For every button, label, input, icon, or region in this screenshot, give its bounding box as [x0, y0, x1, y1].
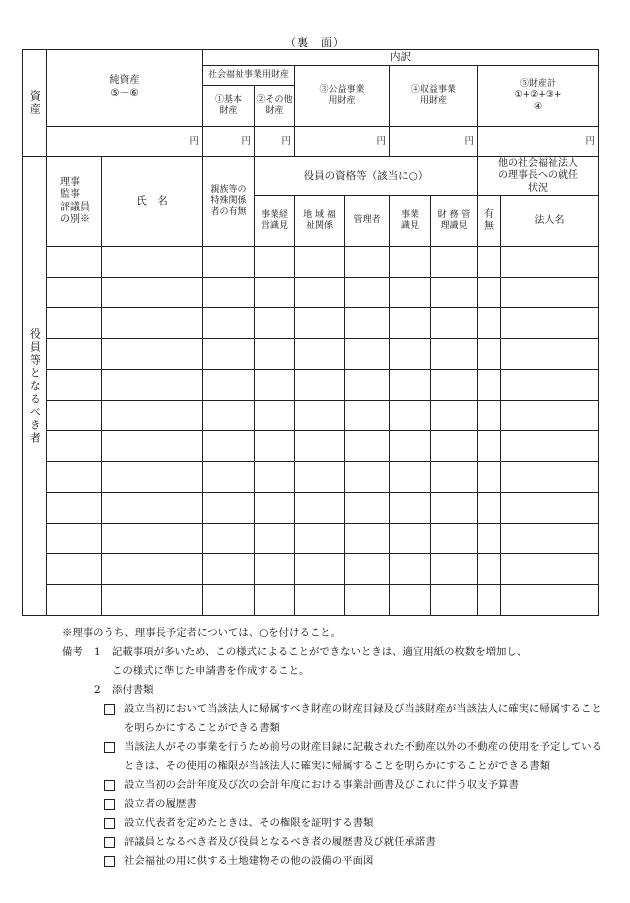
role-kind-header: 理事 監事 評議員 の別※: [47, 157, 102, 247]
officer-row: [23, 308, 599, 339]
other-corp-name-cell[interactable]: [501, 554, 599, 585]
relatives-cell[interactable]: [203, 369, 255, 400]
q-local-welfare-cell[interactable]: [295, 246, 345, 277]
name-cell[interactable]: [102, 246, 203, 277]
relatives-cell[interactable]: [203, 431, 255, 462]
role-kind-cell[interactable]: [47, 492, 102, 523]
q-business-insight-cell[interactable]: [390, 554, 431, 585]
attachment-text: 設立当初において当該法人に帰属すべき財産の財産目録及び当該財産が当該法人に確実に帰属することを明らかにすることができる書類: [124, 703, 602, 734]
other-corp-name-cell[interactable]: [501, 585, 599, 616]
q-manager-cell[interactable]: [345, 277, 390, 308]
other-property-amount-cell[interactable]: 円: [255, 126, 295, 156]
role-kind-cell[interactable]: [47, 554, 102, 585]
other-corp-name-cell[interactable]: [501, 431, 599, 462]
other-corp-presence-cell[interactable]: [478, 462, 501, 493]
q-manager-cell[interactable]: [345, 431, 390, 462]
public-interest-property-header: ③公益事業 用財産: [295, 66, 390, 127]
q-manager-cell[interactable]: [345, 369, 390, 400]
name-cell[interactable]: [102, 339, 203, 370]
bikou-item-1-line-2: この様式に準じた申請書を作成すること。: [112, 665, 310, 677]
property-total-header: ⑤財産計 ①+②+③+ ④: [478, 66, 599, 127]
q-finance-cell[interactable]: [431, 492, 478, 523]
q-business-insight-cell[interactable]: [390, 462, 431, 493]
page-title: （裏 面）: [285, 36, 345, 49]
application-form-table: [22, 49, 599, 616]
q-finance-cell[interactable]: [431, 462, 478, 493]
net-assets-header: 純資産 ⑤－⑥: [47, 50, 203, 127]
other-corp-name-cell[interactable]: [501, 277, 599, 308]
officer-row: [23, 523, 599, 554]
q-business-insight-cell[interactable]: [390, 431, 431, 462]
officer-row: [23, 400, 599, 431]
revenue-property-header: ④収益事業 用財産: [390, 66, 478, 127]
other-property-header: ②その他 財産: [255, 86, 295, 126]
q-local-welfare-cell[interactable]: [295, 400, 345, 431]
bikou-item-1-number: 1: [94, 646, 101, 658]
other-corp-presence-cell[interactable]: [478, 246, 501, 277]
other-corp-name-cell[interactable]: [501, 462, 599, 493]
name-header: 氏 名: [102, 157, 203, 247]
q-business-management-cell[interactable]: [255, 492, 295, 523]
role-kind-cell[interactable]: [47, 523, 102, 554]
attachment-item: [104, 833, 602, 852]
other-corp-name-cell[interactable]: [501, 492, 599, 523]
role-kind-cell[interactable]: [47, 308, 102, 339]
attachment-item: [104, 700, 602, 738]
q-business-insight-cell[interactable]: [390, 339, 431, 370]
other-corp-presence-cell[interactable]: [478, 308, 501, 339]
q-business-management-cell[interactable]: [255, 554, 295, 585]
role-kind-cell[interactable]: [47, 246, 102, 277]
q-business-management-header: 事業経 営識見: [255, 196, 295, 247]
name-cell[interactable]: [102, 400, 203, 431]
q-local-welfare-cell[interactable]: [295, 431, 345, 462]
q-business-insight-cell[interactable]: [390, 523, 431, 554]
officer-row: [23, 339, 599, 370]
q-business-management-cell[interactable]: [255, 369, 295, 400]
q-finance-cell[interactable]: [431, 585, 478, 616]
attachment-text: 設立者の履歴書: [124, 798, 197, 810]
q-business-management-cell[interactable]: [255, 277, 295, 308]
q-manager-cell[interactable]: [345, 308, 390, 339]
relatives-cell[interactable]: [203, 339, 255, 370]
name-cell[interactable]: [102, 431, 203, 462]
officer-row: [23, 246, 599, 277]
public-interest-property-amount-cell[interactable]: 円: [295, 126, 390, 156]
bikou-item-1-line-1: 記載事項が多いため、この様式によることができないときは、適宜用紙の枚数を増加し、: [112, 646, 528, 658]
checkbox-icon[interactable]: [104, 780, 115, 791]
q-finance-cell[interactable]: [431, 369, 478, 400]
officer-row: [23, 492, 599, 523]
q-local-welfare-cell[interactable]: [295, 554, 345, 585]
q-business-insight-cell[interactable]: [390, 585, 431, 616]
q-finance-cell[interactable]: [431, 308, 478, 339]
attachment-item: [104, 776, 602, 795]
q-business-insight-cell[interactable]: [390, 308, 431, 339]
name-cell[interactable]: [102, 277, 203, 308]
officer-row: [23, 585, 599, 616]
name-cell[interactable]: [102, 554, 203, 585]
q-manager-cell[interactable]: [345, 400, 390, 431]
checkbox-icon[interactable]: [104, 837, 115, 848]
name-cell[interactable]: [102, 523, 203, 554]
q-business-insight-header: 事業 識見: [390, 196, 431, 247]
property-total-amount-cell[interactable]: 円: [478, 126, 599, 156]
other-corp-presence-cell[interactable]: [478, 492, 501, 523]
q-business-insight-cell[interactable]: [390, 277, 431, 308]
q-business-management-cell[interactable]: [255, 431, 295, 462]
q-business-insight-cell[interactable]: [390, 246, 431, 277]
q-business-management-cell[interactable]: [255, 400, 295, 431]
q-local-welfare-cell[interactable]: [295, 492, 345, 523]
role-kind-cell[interactable]: [47, 400, 102, 431]
revenue-property-amount-cell[interactable]: 円: [390, 126, 478, 156]
other-corp-presence-cell[interactable]: [478, 339, 501, 370]
q-manager-cell[interactable]: [345, 339, 390, 370]
other-corp-name-cell[interactable]: [501, 369, 599, 400]
role-kind-cell[interactable]: [47, 462, 102, 493]
net-assets-amount-cell[interactable]: 円: [47, 126, 203, 156]
basic-property-header: ①基本 財産: [203, 86, 255, 126]
q-local-welfare-cell[interactable]: [295, 585, 345, 616]
other-corp-name-cell[interactable]: [501, 523, 599, 554]
attachment-item: [104, 814, 602, 833]
q-finance-cell[interactable]: [431, 554, 478, 585]
officer-row: [23, 462, 599, 493]
name-cell[interactable]: [102, 369, 203, 400]
role-kind-cell[interactable]: [47, 277, 102, 308]
bikou-item-2-number: 2: [94, 684, 101, 696]
relatives-cell[interactable]: [203, 554, 255, 585]
name-cell[interactable]: [102, 492, 203, 523]
q-business-management-cell[interactable]: [255, 308, 295, 339]
attachment-text: 設立代表者を定めたときは、その権限を証明する書類: [124, 817, 374, 829]
q-business-management-cell[interactable]: [255, 523, 295, 554]
q-local-welfare-cell[interactable]: [295, 369, 345, 400]
other-corp-name-cell[interactable]: [501, 400, 599, 431]
role-kind-cell[interactable]: [47, 585, 102, 616]
basic-property-amount-cell[interactable]: 円: [203, 126, 255, 156]
name-cell[interactable]: [102, 462, 203, 493]
checkbox-icon[interactable]: [104, 799, 115, 810]
q-finance-cell[interactable]: [431, 339, 478, 370]
other-corp-name-cell[interactable]: [501, 246, 599, 277]
relatives-cell[interactable]: [203, 277, 255, 308]
checkbox-icon[interactable]: [104, 856, 115, 867]
attachments-title: 添付書類: [112, 684, 154, 696]
checkbox-icon[interactable]: [104, 704, 115, 715]
other-corp-presence-cell[interactable]: [478, 431, 501, 462]
q-business-management-cell[interactable]: [255, 246, 295, 277]
q-manager-cell[interactable]: [345, 554, 390, 585]
breakdown-header: 内訳: [203, 50, 599, 66]
q-local-welfare-cell[interactable]: [295, 462, 345, 493]
attachment-text: 設立当初の会計年度及び次の会計年度における事業計画書及びこれに伴う収支予算書: [124, 779, 519, 791]
officers-section-label: 役員等となるべき者: [23, 157, 47, 616]
relatives-cell[interactable]: [203, 462, 255, 493]
q-finance-header: 財 務 管 理識見: [431, 196, 478, 247]
q-local-welfare-cell[interactable]: [295, 277, 345, 308]
attachment-item: [104, 795, 602, 814]
other-corp-presence-cell[interactable]: [478, 554, 501, 585]
q-manager-cell[interactable]: [345, 246, 390, 277]
relatives-cell[interactable]: [203, 400, 255, 431]
other-corp-presence-cell[interactable]: [478, 585, 501, 616]
q-local-welfare-cell[interactable]: [295, 308, 345, 339]
q-business-insight-cell[interactable]: [390, 492, 431, 523]
q-business-management-cell[interactable]: [255, 339, 295, 370]
bikou-label: 備考: [62, 646, 83, 658]
relatives-cell[interactable]: [203, 246, 255, 277]
bikou-item-2: [62, 681, 602, 700]
attachment-item: [104, 852, 602, 871]
q-manager-header: 管理者: [345, 196, 390, 247]
other-corp-presence-cell[interactable]: [478, 523, 501, 554]
asterisk-note: ※理事のうち、理事長予定者については、○を付けること。: [62, 627, 342, 639]
attachment-text: 当該法人がその事業を行うため前号の財産目録に記載された不動産以外の不動産の使用を予定しているときは、その使用の権限が当該法人に確実に帰属することを明らかにすることができる書類: [124, 741, 602, 772]
checkbox-icon[interactable]: [104, 742, 115, 753]
checkbox-icon[interactable]: [104, 818, 115, 829]
other-corp-name-cell[interactable]: [501, 308, 599, 339]
name-cell[interactable]: [102, 308, 203, 339]
assets-section-label: 資産: [23, 50, 47, 157]
relatives-header: 親族等の 特殊関係 者の有無: [203, 157, 255, 247]
q-business-insight-cell[interactable]: [390, 400, 431, 431]
other-corp-presence-header: 有 無: [478, 196, 501, 247]
officer-row: [23, 554, 599, 585]
other-corp-name-cell[interactable]: [501, 339, 599, 370]
welfare-property-group-header: 社会福祉事業用財産: [203, 66, 295, 86]
relatives-cell[interactable]: [203, 523, 255, 554]
q-finance-cell[interactable]: [431, 277, 478, 308]
q-manager-cell[interactable]: [345, 492, 390, 523]
q-manager-cell[interactable]: [345, 462, 390, 493]
q-finance-cell[interactable]: [431, 523, 478, 554]
role-kind-cell[interactable]: [47, 339, 102, 370]
other-corp-presence-cell[interactable]: [478, 277, 501, 308]
q-manager-cell[interactable]: [345, 523, 390, 554]
officer-row: [23, 277, 599, 308]
attachment-item: [104, 738, 602, 776]
qualifications-header: 役員の資格等（該当に○）: [255, 157, 478, 196]
name-cell[interactable]: [102, 585, 203, 616]
officer-row: [23, 369, 599, 400]
relatives-cell[interactable]: [203, 492, 255, 523]
relatives-cell[interactable]: [203, 308, 255, 339]
q-business-insight-cell[interactable]: [390, 369, 431, 400]
attachment-text: 社会福祉の用に供する土地建物その他の設備の平面図: [124, 855, 374, 867]
q-local-welfare-cell[interactable]: [295, 339, 345, 370]
other-corp-presence-cell[interactable]: [478, 369, 501, 400]
q-manager-cell[interactable]: [345, 585, 390, 616]
role-kind-cell[interactable]: [47, 369, 102, 400]
bikou-item-1: [62, 643, 602, 681]
other-corp-header: 他の社会福祉法人 の理事長への就任 状況: [478, 157, 599, 196]
q-finance-cell[interactable]: [431, 431, 478, 462]
notes-section: [62, 624, 602, 871]
relatives-cell[interactable]: [203, 585, 255, 616]
attachment-text: 評議員となるべき者及び役員となるべき者の履歴書及び就任承諾書: [124, 836, 436, 848]
q-finance-cell[interactable]: [431, 246, 478, 277]
other-corp-presence-cell[interactable]: [478, 400, 501, 431]
attachments-list: [62, 700, 602, 871]
q-local-welfare-cell[interactable]: [295, 523, 345, 554]
q-business-management-cell[interactable]: [255, 585, 295, 616]
officer-row: [23, 431, 599, 462]
other-corp-name-header: 法人名: [501, 196, 599, 247]
role-kind-cell[interactable]: [47, 431, 102, 462]
q-local-welfare-header: 地 域 福 祉関係: [295, 196, 345, 247]
q-finance-cell[interactable]: [431, 400, 478, 431]
q-business-management-cell[interactable]: [255, 462, 295, 493]
